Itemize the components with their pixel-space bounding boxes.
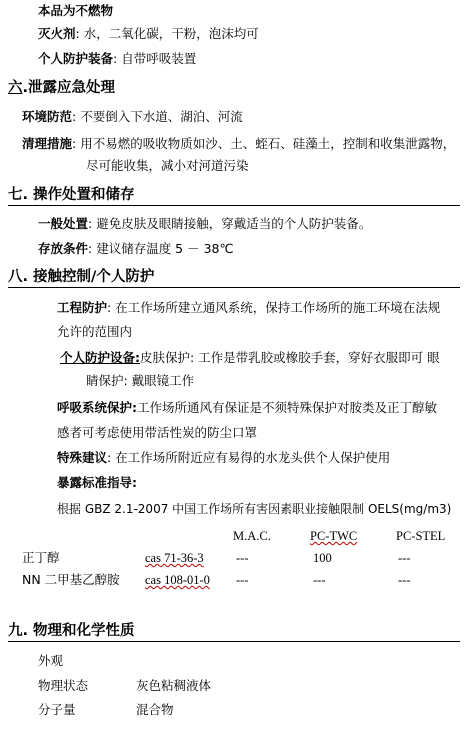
section-7-heading: 七. 操作处置和储存 xyxy=(8,187,135,203)
section-6-heading xyxy=(8,79,115,97)
table-row-stel: --- xyxy=(398,551,411,565)
storage-conditions-label: 存放条件 xyxy=(38,241,89,256)
engineering-protection-value: : 在工作场所建立通风系统，保持工作场所的施工环境在法规 xyxy=(107,300,441,315)
special-advice-value: : 在工作场所附近应有易得的水龙头供个人保护使用 xyxy=(107,450,391,465)
environment-precaution-value: : 不要倒入下水道、湖泊、河流 xyxy=(72,109,243,124)
ppe-equipment-label: 个人防护装备 xyxy=(38,51,114,66)
molecular-weight-value: 混合物 xyxy=(136,702,174,717)
general-handling-row xyxy=(38,215,371,233)
storage-conditions-value: : 建议储存温度 5 － 38℃ xyxy=(88,241,234,256)
physical-state-value: 灰色粘稠液体 xyxy=(136,678,212,693)
exposure-standard-label: 暴露标准指导: xyxy=(57,475,137,490)
personal-protective-equipment-row xyxy=(60,349,440,367)
respiratory-protection-row xyxy=(57,399,437,417)
extinguishing-agent-label: 灭火剂 xyxy=(38,26,76,41)
section-7-rule xyxy=(8,205,460,206)
nonflammable-text: 本品为不燃物 xyxy=(38,3,114,18)
respiratory-protection-continued: 感者可考虑使用带活性炭的防尘口罩 xyxy=(57,425,258,440)
special-advice-row xyxy=(57,449,390,467)
table-row-name: 正丁醇 xyxy=(22,550,60,565)
appearance-label: 外观 xyxy=(38,653,64,668)
cleanup-measures-value: : 用不易燃的吸收物质如沙、土、蛭石、硅藻土，控制和收集泄露物， xyxy=(72,136,456,151)
table-row-cas: cas 108-01-0 xyxy=(145,573,210,587)
section-8-title-b: 个人防护 xyxy=(96,269,155,285)
environment-precaution-row xyxy=(22,108,243,126)
personal-protective-equipment-value: 皮肤保护: 工作是带乳胶或橡胶手套，穿好衣服即可 眼 xyxy=(140,350,440,365)
table-row-name: NN 二甲基乙醇胺 xyxy=(22,572,120,587)
physical-state-label: 物理状态 xyxy=(38,678,89,693)
respiratory-protection-value: 工作场所通风有保证是不须特殊保护对胺类及正丁醇敏 xyxy=(137,400,438,415)
respiratory-protection-label: 呼吸系统保护: xyxy=(57,400,137,415)
cleanup-measures-row xyxy=(22,135,455,153)
extinguishing-agent-value: : 水，二氧化碳，干粉，泡沫均可 xyxy=(75,26,259,41)
exposure-standard-line: 根据 GBZ 2.1-2007 中国工作场所有害因素职业接触限制 OELS(mg/m3) xyxy=(57,502,452,516)
special-advice-label: 特殊建议 xyxy=(57,450,108,465)
table-row-mac: --- xyxy=(236,573,249,587)
table-row-cas: cas 71-36-3 xyxy=(145,551,204,565)
section-8-heading xyxy=(8,268,154,286)
section-8-title-a: 八. 接触控制/ xyxy=(8,269,97,285)
ppe-equipment-value: : 自带呼吸装置 xyxy=(113,51,197,66)
table-row-twc: 100 xyxy=(313,551,332,565)
ppe-equipment-row xyxy=(38,50,196,68)
table-row-mac: --- xyxy=(236,551,249,565)
personal-protective-equipment-label: 个人防护设备: xyxy=(60,350,140,365)
table-row-stel: --- xyxy=(398,573,411,587)
table-header-pc-stel: PC-STEL xyxy=(396,529,446,543)
engineering-protection-continued: 允许的范围内 xyxy=(57,324,133,339)
table-row-twc: --- xyxy=(313,573,326,587)
general-handling-label: 一般处置 xyxy=(38,216,89,231)
general-handling-value: : 避免皮肤及眼睛接触，穿戴适当的个人防护装备。 xyxy=(88,216,372,231)
section-8-rule xyxy=(8,287,460,288)
storage-conditions-row xyxy=(38,240,234,258)
section-9-rule xyxy=(8,641,460,642)
extinguishing-agent-row xyxy=(38,25,259,43)
section-9-heading: 九. 物理和化学性质 xyxy=(8,623,135,639)
table-header-pc-twc: PC-TWC xyxy=(310,529,358,543)
cleanup-measures-continued: 尽可能收集，减小对河道污染 xyxy=(86,158,249,173)
engineering-protection-row xyxy=(57,299,440,317)
cleanup-measures-label: 清理措施 xyxy=(22,136,73,151)
table-header-mac: M.A.C. xyxy=(233,529,271,543)
personal-protective-equipment-continued: 睛保护: 戴眼镜工作 xyxy=(86,373,195,388)
environment-precaution-label: 环境防范 xyxy=(22,109,73,124)
molecular-weight-label: 分子量 xyxy=(38,702,76,717)
section-6-title: .泄露应急处理 xyxy=(22,80,116,96)
section-6-number: 六 xyxy=(8,80,23,96)
engineering-protection-label: 工程防护 xyxy=(57,300,108,315)
